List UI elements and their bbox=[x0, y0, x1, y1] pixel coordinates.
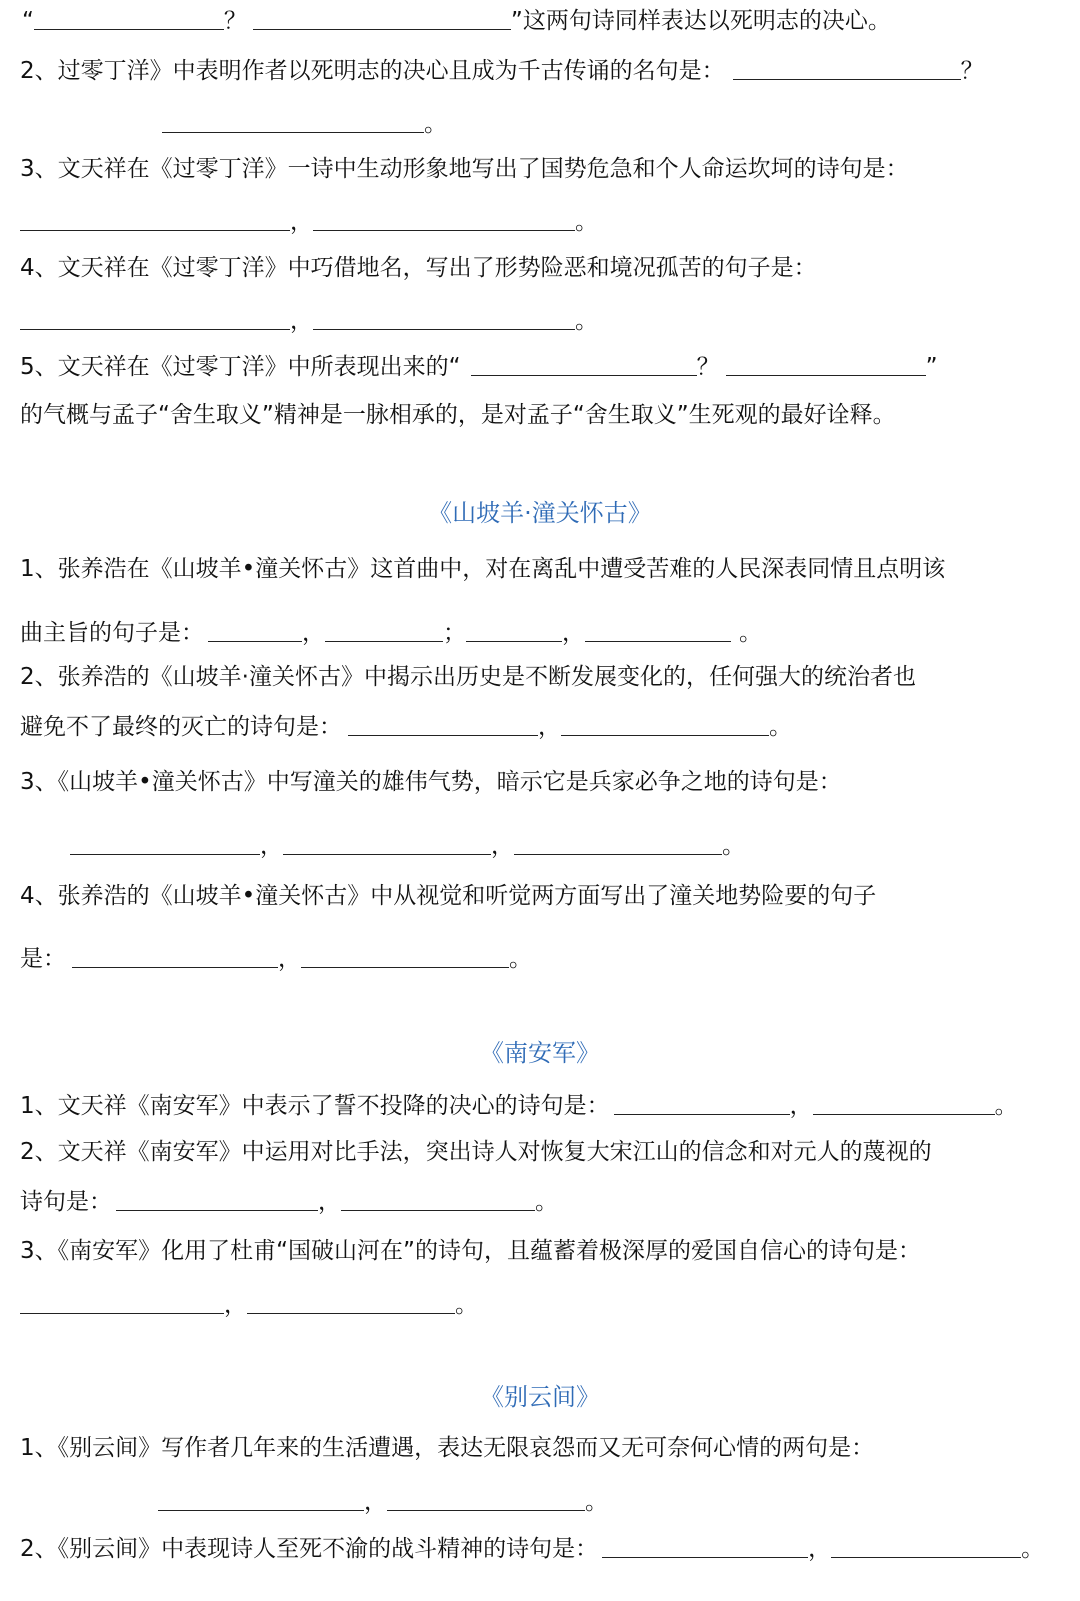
answer-blank[interactable] bbox=[831, 1533, 1021, 1558]
answer-line bbox=[20, 206, 598, 237]
answer-blank[interactable] bbox=[116, 1186, 318, 1211]
question-line bbox=[20, 1533, 1044, 1564]
question-text: 避免不了最终的灭亡的诗句是： bbox=[20, 714, 342, 740]
answer-blank[interactable] bbox=[313, 305, 575, 330]
comma: ， bbox=[224, 1292, 247, 1318]
question-text: 的气概与孟子“舍生取义”精神是一脉相承的，是对孟子“舍生取义”生死观的最好诠释。 bbox=[20, 402, 896, 428]
period: 。 bbox=[585, 1489, 608, 1515]
question-text: 3、《山坡羊•潼关怀古》中写潼关的雄伟气势，暗示它是兵家必争之地的诗句是： bbox=[20, 769, 842, 795]
answer-blank[interactable] bbox=[585, 617, 731, 642]
answer-blank[interactable] bbox=[733, 55, 961, 80]
question-text: 1、《别云间》写作者几年来的生活遭遇，表达无限哀怨而又无可奈何心情的两句是： bbox=[20, 1435, 875, 1461]
question-line bbox=[20, 253, 817, 283]
question-text: 4、张养浩的《山坡羊•潼关怀古》中从视觉和听觉两方面写出了潼关地势险要的句子 bbox=[20, 883, 877, 909]
question-text: ”这两句诗同样表达以死明志的决心。 bbox=[510, 8, 891, 34]
question-text: 4、文天祥在《过零丁洋》中巧借地名，写出了形势险恶和境况孤苦的句子是： bbox=[20, 255, 817, 281]
answer-blank[interactable] bbox=[20, 206, 290, 231]
answer-blank[interactable] bbox=[208, 617, 302, 642]
section-title: 《别云间》 bbox=[480, 1383, 600, 1411]
question-line bbox=[20, 1236, 921, 1266]
period: 。 bbox=[1021, 1536, 1045, 1562]
answer-line bbox=[162, 108, 447, 139]
question-line bbox=[20, 55, 984, 86]
comma: ， bbox=[260, 833, 283, 859]
period: 。 bbox=[575, 308, 598, 334]
semicolon: ； bbox=[443, 620, 466, 646]
period: 。 bbox=[455, 1292, 478, 1318]
question-text: 5、文天祥在《过零丁洋》中所表现出来的“ bbox=[20, 354, 461, 380]
comma: ， bbox=[364, 1489, 387, 1515]
question-mark: ？ bbox=[960, 58, 984, 84]
period: 。 bbox=[769, 714, 792, 740]
question-line bbox=[20, 1090, 1018, 1121]
answer-blank[interactable] bbox=[247, 1289, 455, 1314]
answer-blank[interactable] bbox=[341, 1186, 535, 1211]
answer-blank[interactable] bbox=[387, 1486, 585, 1511]
comma: ， bbox=[538, 714, 561, 740]
answer-line bbox=[158, 1486, 608, 1517]
period: 。 bbox=[509, 946, 532, 972]
quote-close: ” bbox=[925, 354, 938, 380]
question-line bbox=[20, 662, 916, 692]
answer-blank[interactable] bbox=[726, 351, 926, 376]
answer-blank[interactable] bbox=[348, 711, 538, 736]
period: 。 bbox=[994, 1093, 1018, 1119]
answer-blank[interactable] bbox=[283, 830, 491, 855]
period: 。 bbox=[575, 209, 598, 235]
answer-blank[interactable] bbox=[514, 830, 722, 855]
period: 。 bbox=[535, 1189, 558, 1215]
question-line bbox=[20, 1137, 932, 1167]
answer-blank[interactable] bbox=[34, 5, 224, 30]
question-text: 3、《南安军》化用了杜甫“国破山河在”的诗句，且蕴蓄着极深厚的爱国自信心的诗句是： bbox=[20, 1238, 921, 1264]
quote-open: “ bbox=[22, 8, 34, 34]
answer-blank[interactable] bbox=[602, 1533, 808, 1558]
answer-line bbox=[70, 830, 745, 861]
question-text: 1、张养浩在《山坡羊•潼关怀古》这首曲中，对在离乱中遭受苦难的人民深表同情且点明该 bbox=[20, 556, 946, 582]
answer-line bbox=[20, 1289, 478, 1320]
question-text: 2、张养浩的《山坡羊·潼关怀古》中揭示出历史是不断发展变化的，任何强大的统治者也 bbox=[20, 664, 916, 690]
answer-blank[interactable] bbox=[158, 1486, 364, 1511]
section-title: 《山坡羊·潼关怀古》 bbox=[428, 499, 652, 527]
question-line bbox=[20, 154, 909, 184]
question-mark: ？ bbox=[696, 354, 720, 380]
comma: ， bbox=[290, 209, 313, 235]
comma: ， bbox=[808, 1536, 832, 1562]
question-line bbox=[20, 1433, 874, 1463]
question-text: 2、《别云间》中表现诗人至死不渝的战斗精神的诗句是： bbox=[20, 1536, 599, 1562]
answer-blank[interactable] bbox=[813, 1090, 995, 1115]
period: 。 bbox=[722, 833, 745, 859]
question-text: 曲主旨的句子是： bbox=[20, 620, 204, 646]
answer-blank[interactable] bbox=[20, 305, 290, 330]
answer-blank[interactable] bbox=[301, 943, 509, 968]
question-line bbox=[20, 400, 896, 430]
answer-blank[interactable] bbox=[466, 617, 562, 642]
comma: ， bbox=[562, 620, 585, 646]
question-text: 3、文天祥在《过零丁洋》一诗中生动形象地写出了国势危急和个人命运坎坷的诗句是： bbox=[20, 156, 909, 182]
answer-blank[interactable] bbox=[325, 617, 443, 642]
section-title: 《南安军》 bbox=[480, 1039, 600, 1067]
comma: ， bbox=[491, 833, 514, 859]
question-line bbox=[20, 767, 842, 797]
question-text: 诗句是： bbox=[20, 1189, 112, 1215]
question-text: 2、过零丁洋》中表明作者以死明志的决心且成为千古传诵的名句是： bbox=[20, 58, 725, 84]
question-text: 是： bbox=[20, 946, 66, 972]
question-line bbox=[20, 351, 937, 382]
answer-blank[interactable] bbox=[471, 351, 697, 376]
answer-blank[interactable] bbox=[561, 711, 769, 736]
question-line bbox=[20, 1186, 558, 1217]
question-line bbox=[22, 5, 891, 36]
answer-blank[interactable] bbox=[70, 830, 260, 855]
period: 。 bbox=[424, 111, 447, 137]
comma: ， bbox=[302, 620, 325, 646]
comma: ， bbox=[278, 946, 301, 972]
comma: ， bbox=[318, 1189, 341, 1215]
comma: ， bbox=[789, 1093, 813, 1119]
answer-line bbox=[20, 305, 598, 336]
question-mark: ？ bbox=[223, 8, 247, 34]
answer-blank[interactable] bbox=[253, 5, 511, 30]
period: 。 bbox=[739, 620, 762, 646]
question-line bbox=[20, 617, 762, 648]
answer-blank[interactable] bbox=[72, 943, 278, 968]
question-line bbox=[20, 711, 792, 742]
answer-blank[interactable] bbox=[20, 1289, 224, 1314]
answer-blank[interactable] bbox=[313, 206, 575, 231]
question-line bbox=[20, 554, 945, 584]
question-line bbox=[20, 881, 876, 911]
comma: ， bbox=[290, 308, 313, 334]
question-text: 2、文天祥《南安军》中运用对比手法，突出诗人对恢复大宋江山的信念和对元人的蔑视的 bbox=[20, 1139, 932, 1165]
answer-blank[interactable] bbox=[614, 1090, 790, 1115]
question-line bbox=[20, 943, 532, 974]
answer-blank[interactable] bbox=[162, 108, 424, 133]
question-text: 1、文天祥《南安军》中表示了誓不投降的决心的诗句是： bbox=[20, 1093, 610, 1119]
